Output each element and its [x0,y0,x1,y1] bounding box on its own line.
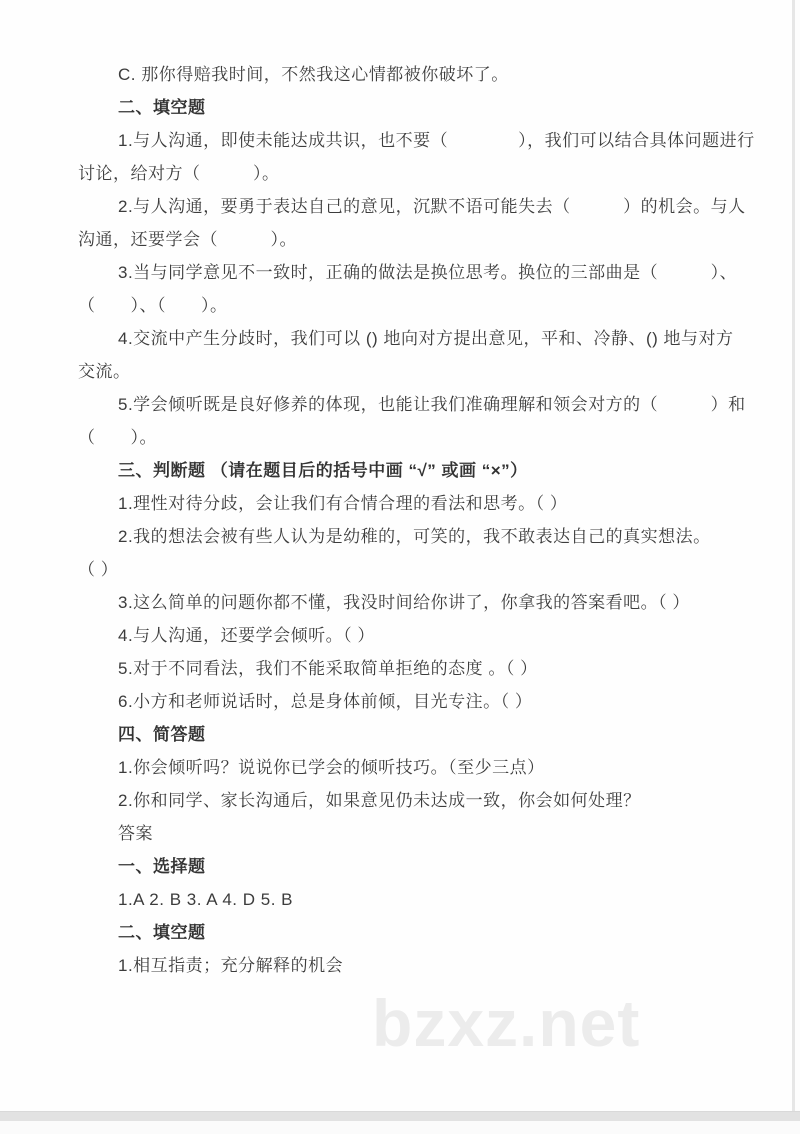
fill-blank-q3-line1: 3.当与同学意见不一致时，正确的做法是换位思考。换位的三部曲是（ ）、 [118,263,738,282]
next-page-top [0,1121,800,1134]
judgment-q6: 6.小方和老师说话时，总是身体前倾，目光专注。（ ） [118,692,533,711]
fill-blank-q5-line2: （ ）。 [78,428,157,447]
fill-blank-q1-line1: 1.与人沟通，即使未能达成共识，也不要（ ），我们可以结合具体问题进行 [118,131,755,150]
fill-blank-q5-line1: 5.学会倾听既是良好修养的体现，也能让我们准确理解和领会对方的（ ）和 [118,395,746,414]
choice-option-c: C. 那你得赔我时间，不然我这心情都被你破坏了。 [118,65,509,84]
page-content [0,58,792,982]
fill-blank-q4-line1: 4.交流中产生分歧时，我们可以 () 地向对方提出意见，平和、冷静、() 地与对方 [118,329,734,348]
judgment-q2-line2: （ ） [78,560,119,579]
section-heading-judgment: 三、判断题 （请在题目后的括号中画 “√” 或画 “×”） [118,461,528,480]
section-heading-short-answer: 四、简答题 [118,725,206,744]
fill-blank-q2-line1: 2.与人沟通，要勇于表达自己的意见，沉默不语可能失去（ ）的机会。与人 [118,197,746,216]
section-heading-fill-blank: 二、填空题 [118,98,206,117]
judgment-q4: 4.与人沟通，还要学会倾听。（ ） [118,626,375,645]
fill-blank-q1-line2: 讨论，给对方（ ）。 [78,164,280,183]
answer-choice-values: 1.A 2. B 3. A 4. D 5. B [118,890,293,909]
page-right-edge [792,0,795,1134]
fill-blank-q2-line2: 沟通，还要学会（ ）。 [78,230,297,249]
answers-label: 答案 [118,824,153,843]
answer-fill-blank-1: 1.相互指责；充分解释的机会 [118,956,344,975]
judgment-q2-line1: 2.我的想法会被有些人认为是幼稚的，可笑的，我不敢表达自己的真实想法。 [118,527,711,546]
judgment-q3: 3.这么简单的问题你都不懂，我没时间给你讲了，你拿我的答案看吧。（ ） [118,593,690,612]
answer-heading-choice: 一、选择题 [118,857,206,876]
short-answer-q2: 2.你和同学、家长沟通后，如果意见仍未达成一致，你会如何处理？ [118,791,641,810]
judgment-q5: 5.对于不同看法，我们不能采取简单拒绝的态度 。（ ） [118,659,538,678]
answer-heading-fill-blank: 二、填空题 [118,923,206,942]
short-answer-q1: 1.你会倾听吗？说说你已学会的倾听技巧。（至少三点） [118,758,545,777]
site-watermark: bzxz.net [372,986,641,1060]
judgment-q1: 1.理性对待分歧，会让我们有合情合理的看法和思考。（ ） [118,494,568,513]
fill-blank-q3-line2: （ ）、（ ）。 [78,296,228,315]
page-break-separator [0,1111,800,1121]
fill-blank-q4-line2: 交流。 [78,362,131,381]
